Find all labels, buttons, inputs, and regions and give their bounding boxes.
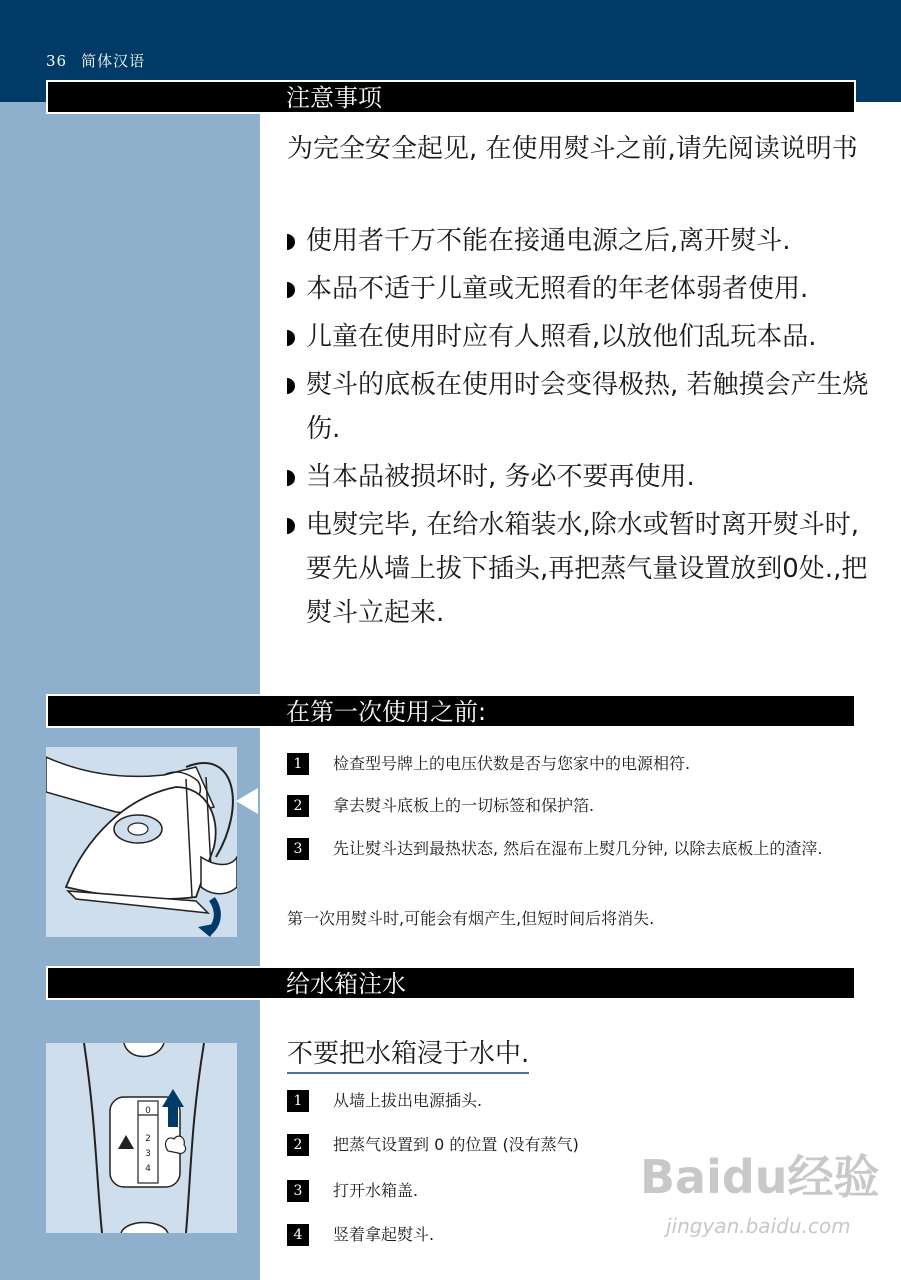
step-number-badge: 2 [287,795,309,817]
step-item [287,1090,867,1112]
iron-hand-illustration-icon [46,747,237,937]
bullet-marker-icon [287,234,295,250]
iron-label-removal-illustration [46,747,237,937]
section-title: 注意事项 [286,84,382,112]
bullet-marker-icon [287,470,295,486]
section-bar-precautions [46,80,856,114]
dial-label: 4 [145,1164,151,1174]
step-number-badge: 1 [287,753,309,775]
section-bar-fill-tank [46,966,856,1000]
step-text: 竖着拿起熨斗. [333,1225,435,1244]
dial-label: 0 [145,1106,151,1116]
list-item [287,363,877,451]
list-item-text: 当本品被损坏时, 务必不要再使用. [306,462,695,492]
list-item [287,503,877,635]
steam-dial-illustration [46,1043,237,1233]
section-title: 在第一次使用之前: [286,698,487,726]
section-title: 给水箱注水 [286,970,406,998]
list-item-text: 本品不适于儿童或无照看的年老体弱者使用. [306,274,809,304]
list-item-text: 熨斗的底板在使用时会变得极热, 若触摸会产生烧伤. [306,370,869,444]
first-use-steps [287,753,867,860]
watermark-logo: Baidu经验 [640,1150,880,1204]
step-text: 打开水箱盖. [333,1181,419,1200]
step-item [287,753,867,775]
step-number-badge: 3 [287,1180,309,1202]
step-number-badge: 4 [287,1224,309,1246]
page-number: 36 [46,52,68,70]
language-label: 简体汉语 [81,52,146,70]
precaution-list [287,219,877,639]
list-item [287,267,877,311]
step-item [287,795,867,817]
step-text: 检查型号牌上的电压伏数是否与您家中的电源相符. [333,754,691,773]
step-text: 从墙上拔出电源插头. [333,1091,483,1110]
step-text: 把蒸气设置到 0 的位置 (没有蒸气) [333,1135,579,1154]
step-item [287,838,867,860]
section-bar-before-first-use [46,694,856,728]
list-item [287,219,877,263]
step-number-badge: 1 [287,1090,309,1112]
pointer-arrow-icon [236,788,258,814]
bullet-marker-icon [287,330,295,346]
watermark-url: jingyan.baidu.com [666,1214,851,1238]
list-item-text: 儿童在使用时应有人照看,以放他们乱玩本品. [306,322,817,352]
warning-heading: 不要把水箱浸于水中. [287,1037,529,1074]
list-item [287,455,877,499]
bullet-marker-icon [287,282,295,298]
intro-paragraph: 为完全安全起见, 在使用熨斗之前,请先阅读说明书 [287,134,858,164]
dial-label: 3 [145,1149,151,1159]
step-text: 拿去熨斗底板上的一切标签和保护箔. [333,796,595,815]
step-text: 先让熨斗达到最热状态, 然后在湿布上熨几分钟, 以除去底板上的渣滓. [333,839,823,858]
list-item-text: 使用者千万不能在接通电源之后,离开熨斗. [306,226,791,256]
page-header [46,50,145,71]
first-use-note: 第一次用熨斗时,可能会有烟产生,但短时间后将消失. [287,909,655,928]
list-item-text: 电熨完毕, 在给水箱装水,除水或暂时离开熨斗时, 要先从墙上拔下插头,再把蒸气量设置放到0处.,把熨斗立起来. [306,510,868,628]
step-number-badge: 2 [287,1134,309,1156]
step-number-badge: 3 [287,838,309,860]
bullet-marker-icon [287,518,295,534]
dial-label: 2 [145,1134,151,1144]
steam-dial-diagram-icon [46,1043,237,1233]
bullet-marker-icon [287,378,295,394]
list-item [287,315,877,359]
